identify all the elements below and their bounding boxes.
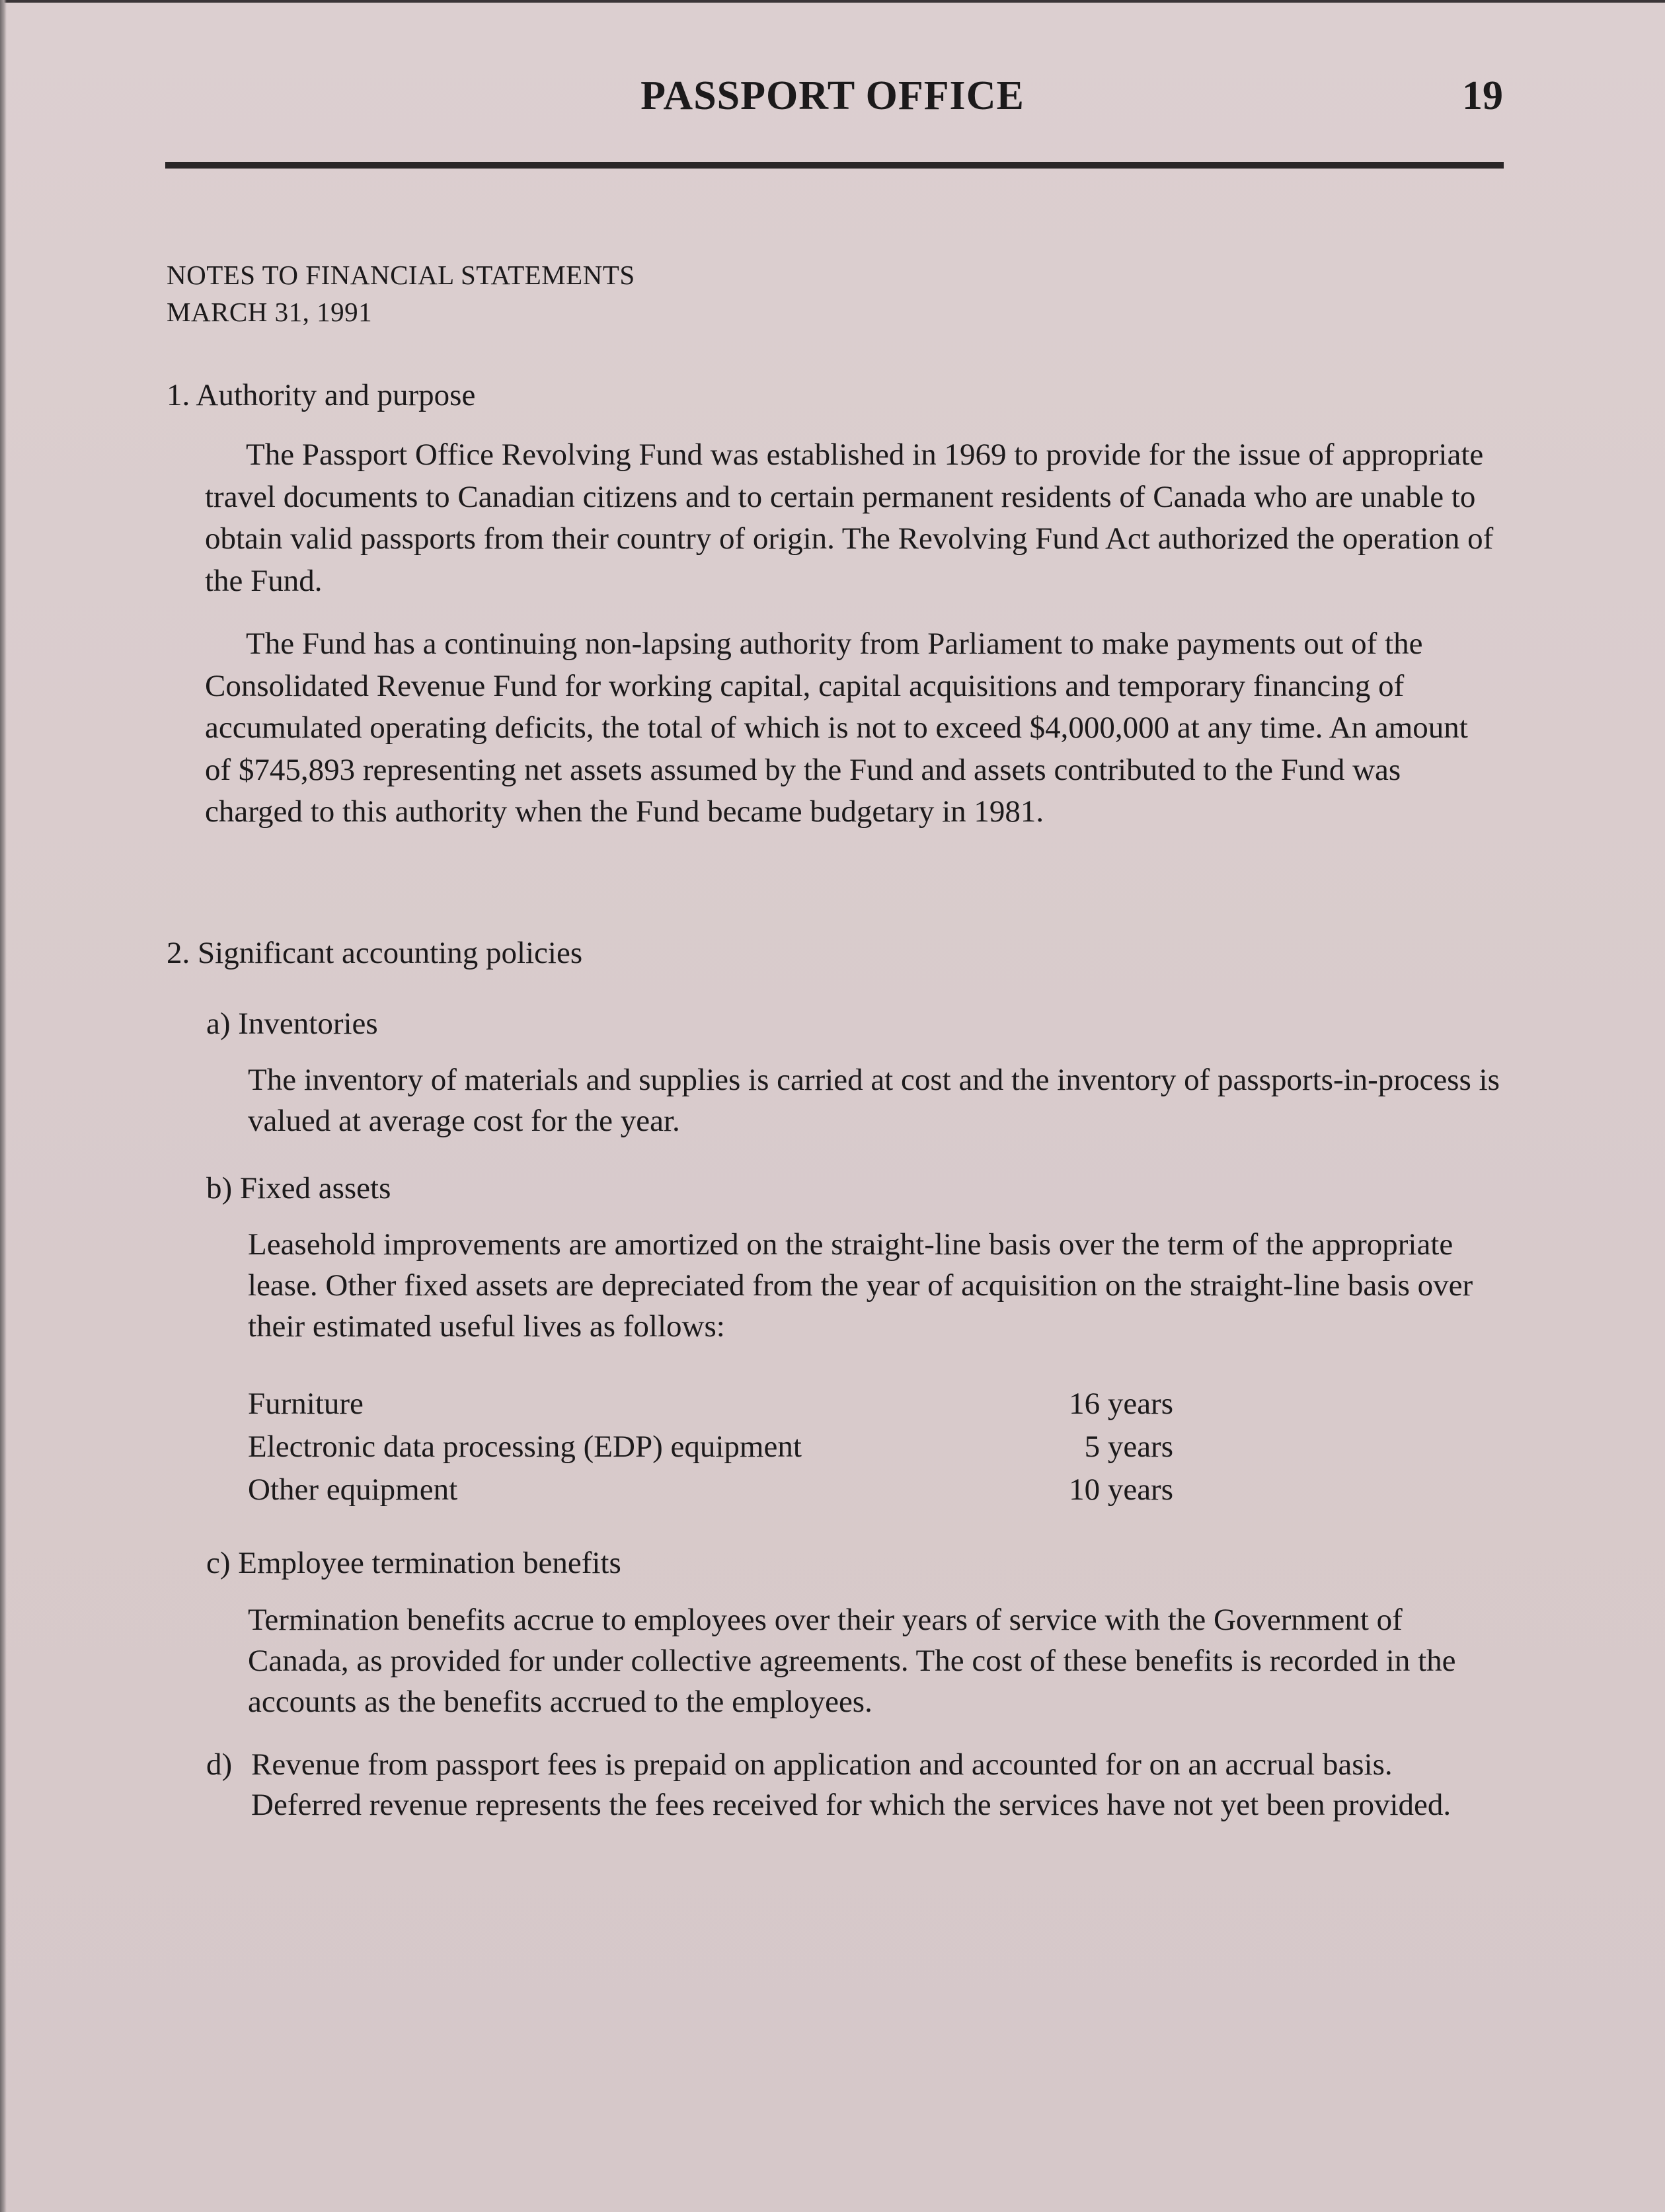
page-title: PASSPORT OFFICE xyxy=(640,73,1025,118)
useful-lives-table xyxy=(248,1383,1173,1511)
section-2d-marker: d) xyxy=(206,1747,233,1782)
section-2b-heading: b) Fixed assets xyxy=(206,1171,391,1205)
notes-heading-line1: NOTES TO FINANCIAL STATEMENTS xyxy=(167,260,635,290)
section-2-heading: 2. Significant accounting policies xyxy=(167,936,583,970)
asset-name: Electronic data processing (EDP) equipment xyxy=(248,1430,802,1464)
section-2a-heading: a) Inventories xyxy=(206,1007,378,1041)
section-1-paragraph-2-text: The Fund has a continuing non-lapsing authority from Parliament to make payments out of the Consolidated Revenue Fund for working capital, capital acquisitions and temporary financing of accumulated operating deficits, the total of which is not to exceed $4,000,000 at any time. An amount of $745,893 representing net assets assumed by the Fund and assets contributed to the Fund was charged to this authority when the Fund became budgetary in 1981. xyxy=(205,627,1468,829)
asset-life: 10 years xyxy=(1069,1472,1173,1507)
page-top-edge xyxy=(0,0,1665,3)
useful-lives-row xyxy=(248,1426,1173,1468)
asset-name: Furniture xyxy=(248,1387,364,1421)
page-binding-edge xyxy=(0,0,7,2212)
header-rule xyxy=(165,162,1504,169)
section-2d-text: Revenue from passport fees is prepaid on application and accounted for on an accrual basis. Deferred revenue represents the fees received for which the services have not yet been provided. xyxy=(251,1747,1452,1822)
section-2c-heading: c) Employee termination benefits xyxy=(206,1546,621,1580)
useful-lives-row xyxy=(248,1468,1173,1511)
section-2b-text: Leasehold improvements are amortized on the straight-line basis over the term of the appropriate lease. Other fixed assets are depreciated from the year of acquisition on the straight-line basis over their estimated useful lives as follows: xyxy=(248,1227,1473,1344)
section-2d-item xyxy=(206,1745,1502,1825)
section-1-heading: 1. Authority and purpose xyxy=(167,378,476,412)
section-1-paragraph-1-text: The Passport Office Revolving Fund was established in 1969 to provide for the issue of appropriate travel documents to Canadian citizens and to certain permanent residents of Canada who are unable to obtain valid passports from their country of origin. The Revolving Fund Act authorized the operation of the Fund. xyxy=(205,438,1494,598)
notes-heading xyxy=(167,256,635,330)
asset-life: 5 years xyxy=(1084,1430,1173,1464)
useful-lives-row xyxy=(248,1383,1173,1426)
section-2c-text: Termination benefits accrue to employees over their years of service with the Government of Canada, as provided for under collective agreements. The cost of these benefits is recorded in the accounts as the benefits accrued to the employees. xyxy=(248,1603,1456,1719)
section-1-paragraph-1 xyxy=(205,434,1500,602)
asset-name: Other equipment xyxy=(248,1472,458,1507)
notes-heading-line2: MARCH 31, 1991 xyxy=(167,297,373,327)
section-1-paragraph-2 xyxy=(205,623,1500,833)
page-number: 19 xyxy=(1462,73,1503,118)
asset-life: 16 years xyxy=(1069,1387,1173,1421)
section-2a-text: The inventory of materials and supplies is carried at cost and the inventory of passports-in-process is valued at average cost for the year. xyxy=(248,1063,1500,1138)
